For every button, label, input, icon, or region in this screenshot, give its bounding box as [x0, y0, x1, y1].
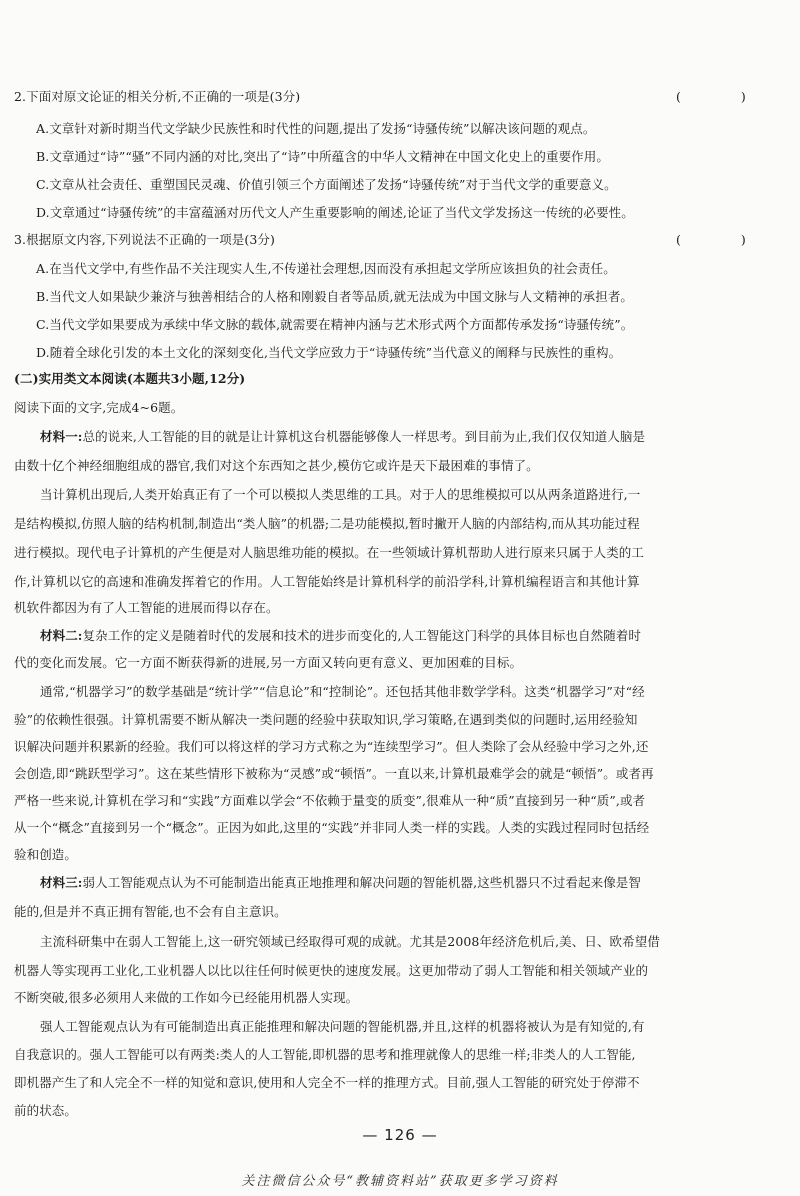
material-3-line: 自我意识的。强人工智能可以有两类:类人的人工智能,即机器的思考和推理就像人的思维一样;非类人的人工智能,	[14, 1047, 636, 1062]
material-1-text: 总的说来,人工智能的目的就是让计算机这台机器能够像人一样思考。到目前为止,我们仅仅知道人脑是	[82, 429, 646, 444]
material-1-line: 当计算机出现后,人类开始真正有了一个可以模拟人类思维的工具。对于人的思维模拟可以从两条道路进行,一	[40, 487, 641, 502]
q2-option-d: D.文章通过“诗骚传统”的丰富蕴涵对历代文人产生重要影响的阐述,论证了当代文学发扬这一传统的必要性。	[36, 205, 634, 220]
footer-note: 关注微信公众号“教辅资料站”获取更多学习资料	[241, 1174, 559, 1189]
material-2-line: 通常,“机器学习”的数学基础是“统计学”“信息论”和“控制论”。还包括其他非数学学科。这类“机器学习”对“经	[40, 684, 645, 699]
material-2-line: 验和创造。	[14, 847, 78, 862]
material-2-line: 严格一些来说,计算机在学习和“实践”方面难以学会“不依赖于量变的质变”,很难从一种“质”直接到另一种“质”,或者	[14, 793, 646, 808]
material-3-text: 弱人工智能观点认为不可能制造出能真正地推理和解决问题的智能机器,这些机器只不过看起来像是智	[82, 875, 641, 890]
material-2-label: 材料二:	[40, 628, 83, 643]
material-2-line: 代的变化而发展。它一方面不断获得新的进展,另一方面又转向更有意义、更加困难的目标。	[14, 655, 523, 670]
material-2-line	[40, 628, 641, 644]
material-3-line: 能的,但是并不真正拥有智能,也不会有自主意识。	[14, 904, 287, 919]
material-3-line	[40, 875, 641, 891]
q2-option-c: C.文章从社会责任、重塑国民灵魂、价值引领三个方面阐述了发扬“诗骚传统”对于当代文学的重要意义。	[36, 177, 617, 192]
material-3-label: 材料三:	[40, 875, 83, 890]
material-1-label: 材料一:	[40, 429, 83, 444]
material-2-line: 验”的依赖性很强。计算机需要不断从解决一类问题的经验中获取知识,学习策略,在遇到类似的问题时,运用经验知	[14, 712, 638, 727]
q2-option-b: B.文章通过“诗”“骚”不同内涵的对比,突出了“诗”中所蕴含的中华人文精神在中国文化史上的重要作用。	[36, 149, 609, 164]
q3-option-c: C.当代文学如果要成为承续中华文脉的载体,就需要在精神内涵与艺术形式两个方面都传承发扬“诗骚传统”。	[36, 317, 634, 332]
material-3-line: 不断突破,很多必须用人来做的工作如今已经能用机器人实现。	[14, 990, 359, 1005]
material-1-line: 由数十亿个神经细胞组成的器官,我们对这个东西知之甚少,模仿它或许是天下最困难的事情了。	[14, 458, 539, 473]
material-2-line: 从一个“概念”直接到另一个“概念”。正因为如此,这里的“实践”并非同人类一样的实践。人类的实践过程同时包括经	[14, 820, 650, 835]
material-1-line: 是结构模拟,仿照人脑的结构机制,制造出“类人脑”的机器;二是功能模拟,暂时撇开人脑的内部结构,而从其功能过程	[14, 516, 640, 531]
material-3-line: 即机器产生了和人完全不一样的知觉和意识,使用和人完全不一样的推理方式。目前,强人工智能的研究处于停滞不	[14, 1075, 640, 1090]
question-2-stem: 2.下面对原文论证的相关分析,不正确的一项是(3分)	[14, 89, 301, 104]
material-3-line: 机器人等实现再工业化,工业机器人以比以往任何时候更快的速度发展。这更加带动了弱人工智能和相关领域产业的	[14, 963, 649, 978]
section-title: (二)实用类文本阅读(本题共3小题,12分)	[14, 371, 246, 386]
material-3-line: 前的状态。	[14, 1103, 78, 1118]
section-instruction: 阅读下面的文字,完成4~6题。	[14, 400, 184, 415]
q3-option-a: A.在当代文学中,有些作品不关注现实人生,不传递社会理想,因而没有承担起文学所应该担负的社会责任。	[36, 261, 616, 276]
material-1-line	[40, 429, 645, 445]
q3-option-d: D.随着全球化引发的本土文化的深刻变化,当代文学应致力于“诗骚传统”当代意义的阐释与民族性的重构。	[36, 345, 622, 360]
answer-bracket-q2: ( )	[676, 89, 774, 104]
page-number: — 126 —	[362, 1126, 438, 1144]
material-1-line: 机软件都因为有了人工智能的进展而得以存在。	[14, 600, 279, 615]
material-3-line: 强人工智能观点认为有可能制造出真正能推理和解决问题的智能机器,并且,这样的机器将被认为是有知觉的,有	[40, 1019, 645, 1034]
q2-option-a: A.文章针对新时期当代文学缺少民族性和时代性的问题,提出了发扬“诗骚传统”以解决该问题的观点。	[36, 121, 596, 136]
question-3-stem: 3.根据原文内容,下列说法不正确的一项是(3分)	[14, 232, 276, 247]
material-2-line: 识解决问题并积累新的经验。我们可以将这样的学习方式称之为“连续型学习”。但人类除了会从经验中学习之外,还	[14, 739, 649, 754]
material-1-line: 作,计算机以它的高速和准确发挥着它的作用。人工智能始终是计算机科学的前沿学科,计算机编程语言和其他计算	[14, 574, 640, 589]
material-2-text: 复杂工作的定义是随着时代的发展和技术的进步而变化的,人工智能这门科学的具体目标也自然随着时	[82, 628, 641, 643]
q3-option-b: B.当代文人如果缺少兼济与独善相结合的人格和刚毅自者等品质,就无法成为中国文脉与人文精神的承担者。	[36, 289, 634, 304]
answer-bracket-q3: ( )	[676, 232, 774, 247]
material-2-line: 会创造,即“跳跃型学习”。这在某些情形下被称为“灵感”或“顿悟”。一直以来,计算机最难学会的就是“顿悟”。或者再	[14, 766, 654, 781]
material-1-line: 进行模拟。现代电子计算机的产生便是对人脑思维功能的模拟。在一些领域计算机帮助人进行原来只属于人类的工	[14, 545, 645, 560]
material-3-line: 主流科研集中在弱人工智能上,这一研究领域已经取得可观的成就。尤其是2008年经济危机后,美、日、欧希望借	[40, 934, 660, 949]
